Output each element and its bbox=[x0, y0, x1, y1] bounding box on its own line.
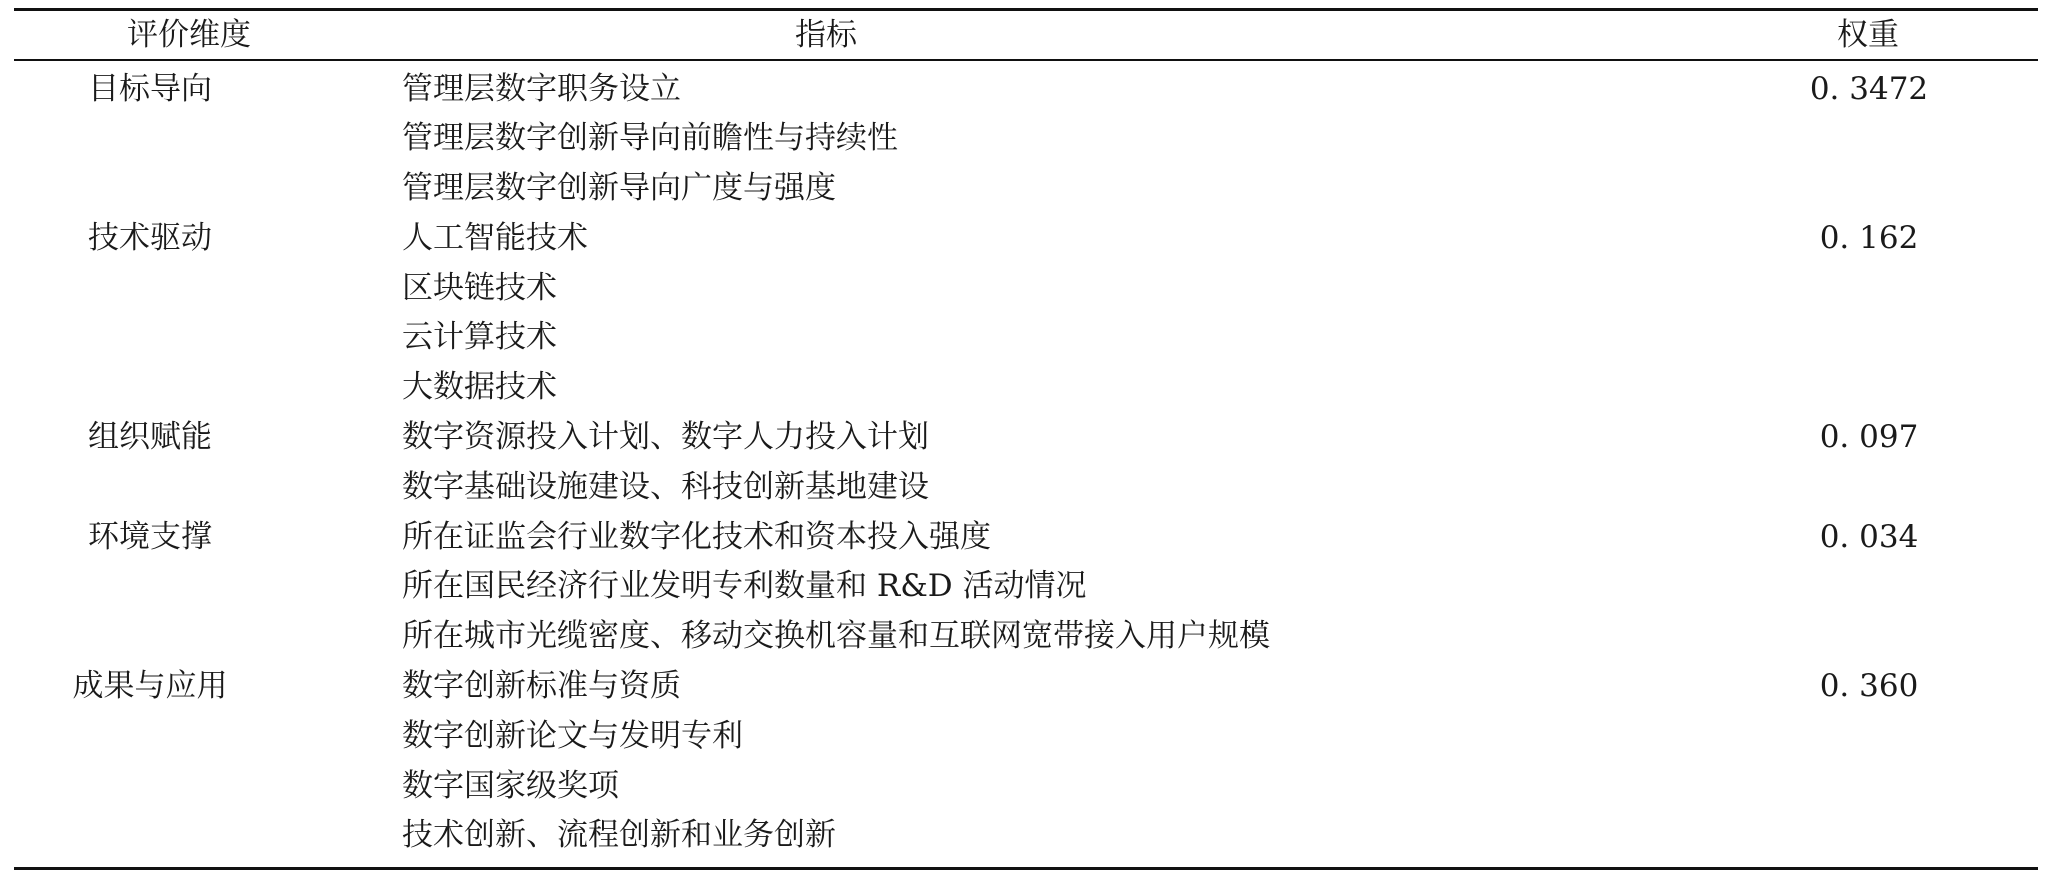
cell-indicator: 数字国家级奖项 bbox=[402, 767, 619, 804]
cell-indicator: 区块链技术 bbox=[402, 269, 557, 306]
table-row bbox=[14, 612, 2038, 662]
cell-dimension: 环境支撑 bbox=[88, 518, 212, 555]
header-dimension: 评价维度 bbox=[127, 17, 251, 53]
cell-weight: 0. 034 bbox=[1819, 518, 1919, 555]
table-row bbox=[14, 513, 2038, 563]
cell-indicator: 人工智能技术 bbox=[402, 219, 588, 256]
table-row bbox=[14, 114, 2038, 164]
table-row bbox=[14, 662, 2038, 712]
table-row bbox=[14, 463, 2038, 513]
cell-indicator: 管理层数字创新导向前瞻性与持续性 bbox=[402, 120, 898, 157]
table-row bbox=[14, 164, 2038, 214]
cell-indicator: 数字创新论文与发明专利 bbox=[402, 717, 743, 754]
table-row bbox=[14, 413, 2038, 463]
table-row bbox=[14, 762, 2038, 812]
cell-indicator: 数字资源投入计划、数字人力投入计划 bbox=[402, 419, 929, 456]
cell-indicator: 数字基础设施建设、科技创新基地建设 bbox=[402, 468, 929, 505]
cell-indicator: 大数据技术 bbox=[402, 369, 557, 406]
header-indicator: 指标 bbox=[795, 17, 857, 53]
table-row bbox=[14, 313, 2038, 363]
table-row bbox=[14, 811, 2038, 861]
cell-indicator: 数字创新标准与资质 bbox=[402, 668, 681, 705]
table-row bbox=[14, 363, 2038, 413]
table-row bbox=[14, 562, 2038, 612]
cell-indicator: 所在国民经济行业发明专利数量和 R&D 活动情况 bbox=[402, 568, 1087, 605]
cell-indicator: 技术创新、流程创新和业务创新 bbox=[402, 817, 836, 854]
table-row bbox=[14, 214, 2038, 264]
table-row bbox=[14, 264, 2038, 314]
evaluation-table bbox=[14, 8, 2038, 870]
cell-dimension: 目标导向 bbox=[88, 70, 212, 107]
cell-dimension: 组织赋能 bbox=[88, 419, 212, 456]
cell-weight: 0. 162 bbox=[1819, 219, 1919, 256]
cell-indicator: 管理层数字职务设立 bbox=[402, 70, 681, 107]
cell-weight: 0. 097 bbox=[1819, 419, 1919, 456]
cell-indicator: 云计算技术 bbox=[402, 319, 557, 356]
table-row bbox=[14, 65, 2038, 115]
header-weight: 权重 bbox=[1837, 17, 1899, 53]
cell-indicator: 所在证监会行业数字化技术和资本投入强度 bbox=[402, 518, 991, 555]
table-header-row bbox=[14, 11, 2038, 59]
cell-indicator: 所在城市光缆密度、移动交换机容量和互联网宽带接入用户规模 bbox=[402, 618, 1270, 655]
cell-weight: 0. 3472 bbox=[1809, 70, 1929, 107]
cell-dimension: 成果与应用 bbox=[72, 668, 228, 705]
table-row bbox=[14, 712, 2038, 762]
table-body bbox=[14, 61, 2038, 868]
cell-dimension: 技术驱动 bbox=[88, 219, 212, 256]
cell-weight: 0. 360 bbox=[1819, 668, 1919, 705]
cell-indicator: 管理层数字创新导向广度与强度 bbox=[402, 170, 836, 207]
